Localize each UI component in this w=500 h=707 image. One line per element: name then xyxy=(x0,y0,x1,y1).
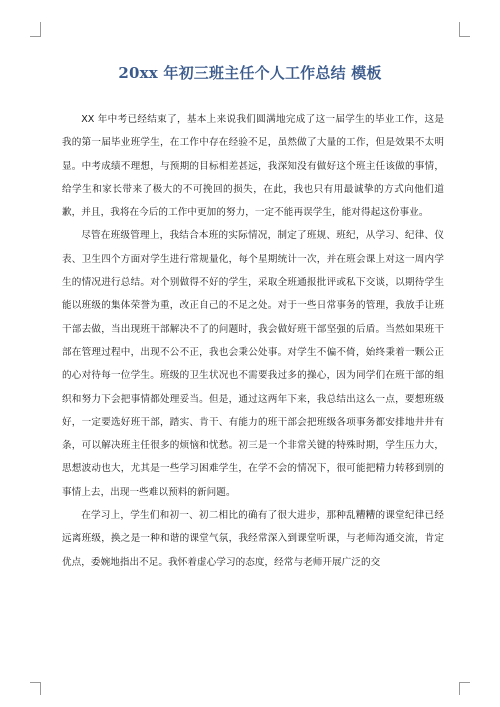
paragraph-3: 在学习上，学生们和初一、初二相比的确有了很大进步，那种乱糟糟的课堂纪律已经远离班级，换之是一种和谐的课堂气氛，我经常深入到课堂听课，与老师沟通交流，肯定优点，委婉地指出不足。我怀着虚心学习的态度，经常与老师开展广泛的交 xyxy=(62,510,444,568)
paragraph-1: XX 年中考已经结束了，基本上来说我们圆满地完成了这一届学生的毕业工作，这是我的第一届毕业班学生，在工作中存在经验不足，虽然做了大量的工作，但是效果不太明显。中考成绩不理想，与预期的目标相差甚远，我深知没有做好这个班主任该做的事情，给学生和家长带来了极大的不可挽回的损失，在此，我也只有用最诚挚的方式向他们道歉，并且，我将在今后的工作中更加的努力，一定不能再误学生，能对得起这份事业。 xyxy=(62,114,444,219)
document-title: 20xx 年初三班主任个人工作总结 模板 xyxy=(118,64,382,82)
crop-mark-bottom-left xyxy=(30,682,41,695)
document-body xyxy=(62,108,444,574)
crop-mark-top-left xyxy=(30,22,41,37)
crop-mark-bottom-right xyxy=(459,682,470,695)
crop-mark-top-right xyxy=(459,22,470,37)
paragraph-2: 尽管在班级管理上，我结合本班的实际情况，制定了班规、班纪，从学习、纪律、仪表、卫生四个方面对学生进行常规量化，每个星期统计一次，并在班会课上对这一周内学生的情况进行总结。对个别做得不好的学生，采取全班通报批评或私下交谈，以期待学生能以班级的集体荣誉为重，改正自己的不足之处。对于一些日常事务的管理，我放手让班干部去做，当出现班干部解决不了的问题时，我会做好班干部坚强的后盾。当然如果班干部在管理过程中，出现不公不正，我也会秉公处事。对学生不偏不倚，始终秉着一颗公正的心对待每一位学生。班级的卫生状况也不需要我过多的操心，因为同学们在班干部的组织和努力下会把事情都处理妥当。但是，通过这两年下来，我总结出这么一点，要想班级好，一定要选好班干部，踏实、肯干、有能力的班干部会把班级各项事务都安排地井井有条，可以解决班主任很多的烦恼和忧愁。初三是一个非常关键的特殊时期，学生压力大，思想波动也大，尤其是一些学习困难学生，在学不会的情况下，很可能把精力转移到别的事情上去，出现一些难以预料的新问题。 xyxy=(62,230,444,498)
